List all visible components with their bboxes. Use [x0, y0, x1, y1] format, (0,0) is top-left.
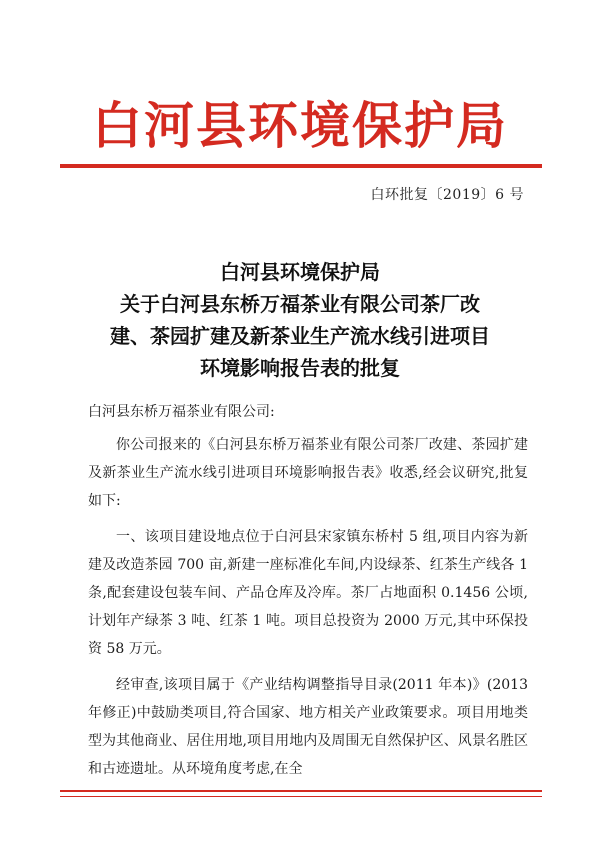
document-number: 白环批复〔2019〕6 号 [370, 187, 524, 203]
subject-title [60, 256, 540, 384]
subject-title-line: 关于白河县东桥万福茶业有限公司茶厂改 [120, 292, 480, 316]
body-paragraph: 你公司报来的《白河县东桥万福茶业有限公司茶厂改建、茶园扩建及新茶业生产流水线引进项目环境影响报告表》收悉,经会议研究,批复如下: [88, 437, 528, 509]
agency-title: 白河县环境保护局 [92, 97, 508, 155]
footer-rule [60, 790, 542, 792]
addressee: 白河县东桥万福茶业有限公司: [88, 404, 275, 420]
subject-title-line: 白河县环境保护局 [220, 260, 380, 284]
body-paragraph: 一、该项目建设地点位于白河县宋家镇东桥村 5 组,项目内容为新建及改造茶园 700 亩,新建一座标准化车间,内设绿茶、红茶生产线各 1 条,配套建设包装车间、产品仓库及冷库。茶厂占地面积 0.1456 公顷,计划年产绿茶 3 吨、红茶 1 吨。项目总投资为 2000 万元,其中环保投资 58 万元。 [88, 529, 528, 657]
footer-rule [60, 796, 542, 797]
letterhead-red-rule [60, 164, 542, 168]
body-paragraph: 经审查,该项目属于《产业结构调整指导目录(2011 年本)》(2013 年修正)中鼓励类项目,符合国家、地方相关产业政策要求。项目用地类型为其他商业、居住用地,项目用地内及周围无自然保护区、风景名胜区和古迹遗址。从环境角度考虑,在全 [88, 677, 528, 777]
body-text [88, 431, 528, 791]
subject-title-line: 建、茶园扩建及新茶业生产流水线引进项目 [110, 324, 490, 348]
subject-title-line: 环境影响报告表的批复 [200, 356, 400, 380]
